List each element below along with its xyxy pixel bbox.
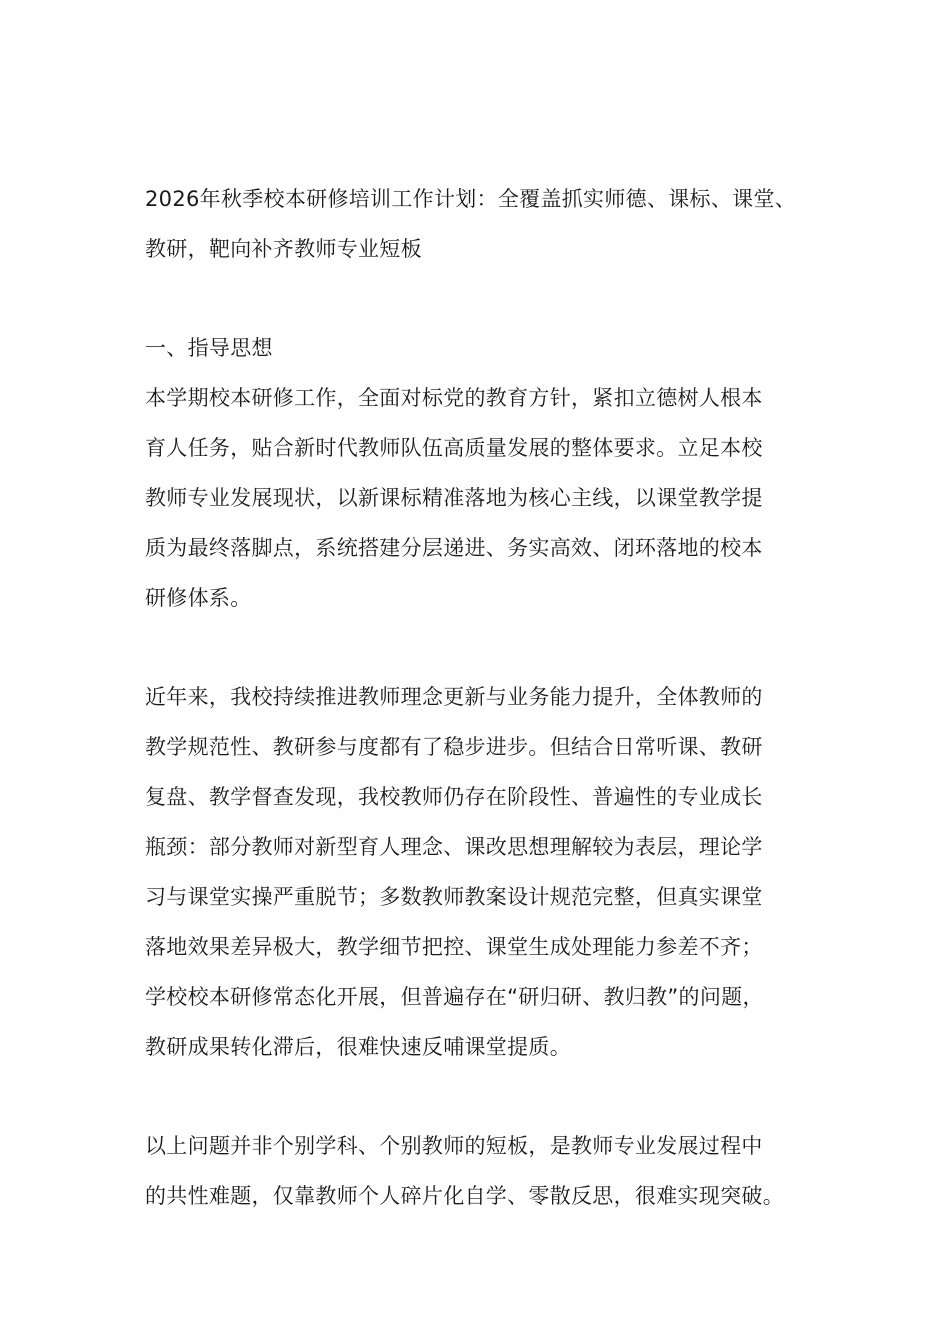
document-title: [145, 174, 835, 274]
paragraph-line: 教研成果转化滞后，很难快速反哺课堂提质。: [145, 1035, 571, 1059]
paragraph-common-problems: [145, 1121, 835, 1221]
paragraph-line: 落地效果差异极大，教学细节把控、课堂生成处理能力参差不齐；: [145, 935, 763, 959]
title-line: 2026年秋季校本研修培训工作计划：全覆盖抓实师德、课标、课堂、: [145, 187, 797, 211]
paragraph-line: 本学期校本研修工作，全面对标党的教育方针，紧扣立德树人根本: [145, 386, 763, 410]
paragraph-line: 的共性难题，仅靠教师个人碎片化自学、零散反思，很难实现突破。: [145, 1184, 784, 1208]
title-line: 教研，靶向补齐教师专业短板: [145, 237, 422, 261]
paragraph-line: 近年来，我校持续推进教师理念更新与业务能力提升，全体教师的: [145, 685, 763, 709]
paragraph-line: 育人任务，贴合新时代教师队伍高质量发展的整体要求。立足本校: [145, 436, 763, 460]
paragraph-current-issues: [145, 672, 835, 1072]
paragraph-line: 复盘、教学督查发现，我校教师仍存在阶段性、普遍性的专业成长: [145, 785, 763, 809]
paragraph-line: 研修体系。: [145, 586, 252, 610]
paragraph-line: 瓶颈：部分教师对新型育人理念、课改思想理解较为表层，理论学: [145, 835, 763, 859]
spacer: [145, 623, 835, 672]
spacer: [145, 274, 835, 323]
paragraph-line: 学校校本研修常态化开展，但普遍存在“研归研、教归教”的问题，: [145, 985, 764, 1009]
paragraph-line: 质为最终落脚点，系统搭建分层递进、务实高效、闭环落地的校本: [145, 536, 763, 560]
section-heading: 一、指导思想: [145, 336, 273, 360]
paragraph-line: 以上问题并非个别学科、个别教师的短板，是教师专业发展过程中: [145, 1134, 763, 1158]
paragraph-line: 教学规范性、教研参与度都有了稳步进步。但结合日常听课、教研: [145, 735, 763, 759]
paragraph-line: 习与课堂实操严重脱节；多数教师教案设计规范完整，但真实课堂: [145, 885, 763, 909]
document-body: [145, 174, 835, 1221]
paragraph-line: 教师专业发展现状，以新课标精准落地为核心主线，以课堂教学提: [145, 486, 763, 510]
paragraph-guiding-thought: [145, 373, 835, 623]
spacer: [145, 1072, 835, 1121]
